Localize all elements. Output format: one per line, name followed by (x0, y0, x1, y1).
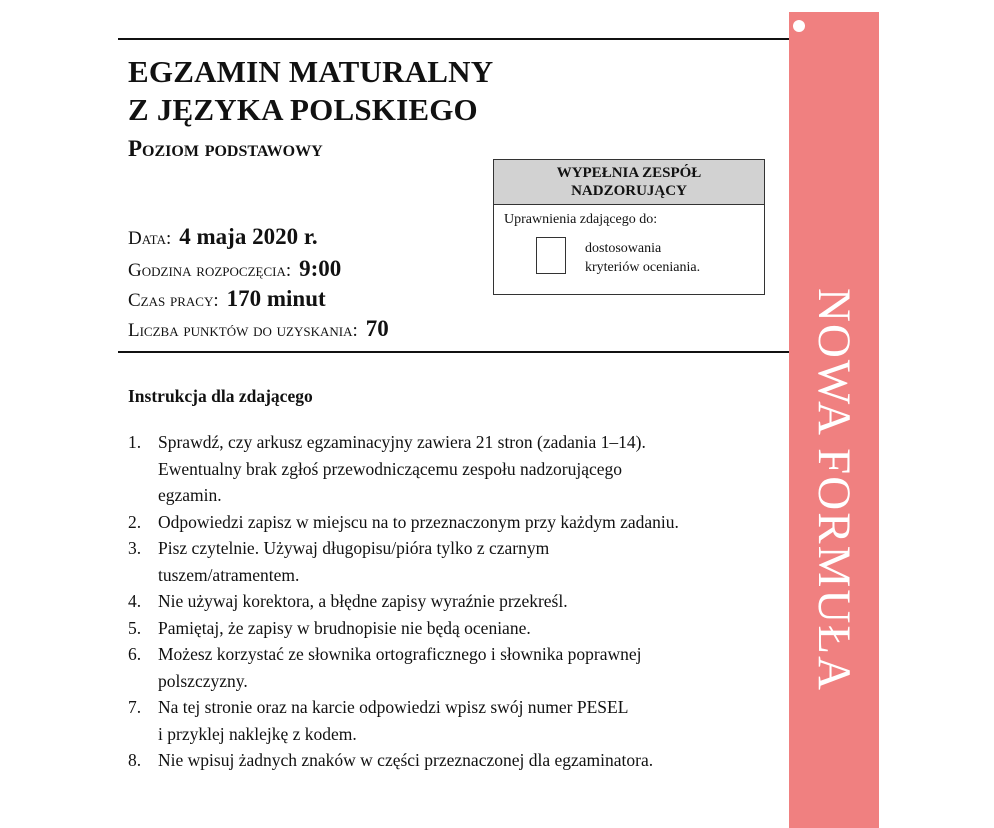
instruction-number: 2. (128, 511, 142, 532)
instruction-text: i przyklej naklejkę z kodem. (158, 723, 357, 744)
instruction-number: 5. (128, 617, 142, 638)
meta-duration: Czas pracy: 170 minut (128, 286, 326, 311)
instruction-item (128, 615, 778, 642)
exam-title-line2: Z JĘZYKA POLSKIEGO (128, 92, 478, 127)
instructions-title: Instrukcja dla zdającego (128, 386, 313, 406)
instruction-item (128, 509, 778, 536)
meta-duration-value: 170 minut (226, 286, 326, 311)
instruction-number: 8. (128, 750, 142, 770)
meta-start-time-value: 9:00 (299, 256, 342, 281)
adjustment-checkbox[interactable] (536, 237, 566, 274)
adjustment-option-label (585, 239, 700, 277)
exam-level: Poziom podstawowy (128, 136, 323, 161)
instruction-item (128, 429, 778, 509)
meta-points: Liczba punktów do uzyskania: 70 (128, 316, 389, 341)
supervisor-heading-line2: NADZORUJĄCY (571, 183, 687, 199)
instruction-number: 7. (128, 697, 142, 717)
instruction-text: polszczyzny. (158, 670, 248, 691)
instruction-number: 1. (128, 432, 142, 452)
instruction-text: egzamin. (158, 485, 222, 505)
exam-title-line1: EGZAMIN MATURALNY (128, 54, 494, 89)
instruction-number: 3. (128, 538, 142, 558)
instruction-text: Ewentualny brak zgłoś przewodniczącemu zespołu nadzorującego (158, 458, 623, 479)
instruction-number: 4. (128, 591, 142, 611)
top-rule (118, 38, 790, 40)
instruction-text: tuszem/atramentem. (158, 564, 300, 585)
instruction-item (128, 588, 778, 615)
instruction-text: Pisz czytelnie. Używaj długopisu/pióra tylko z czarnym (158, 538, 550, 558)
instruction-text: Odpowiedzi zapisz w miejscu na to przeznaczonym przy każdym zadaniu. (158, 511, 679, 532)
instruction-text: Sprawdź, czy arkusz egzaminacyjny zawiera 21 stron (zadania 1–14). (158, 432, 646, 452)
supervisor-box (493, 159, 765, 295)
instruction-text: Możesz korzystać ze słownika ortograficznego i słownika poprawnej (158, 644, 642, 664)
instruction-text: Nie wpisuj żadnych znaków w części przeznaczonej dla egzaminatora. (158, 750, 654, 770)
section-rule (118, 351, 790, 353)
meta-date-value: 4 maja 2020 r. (179, 224, 318, 249)
instruction-text: Nie używaj korektora, a błędne zapisy wyraźnie przekreśl. (158, 591, 568, 611)
adjustment-option-line1: dostosowania (585, 241, 662, 256)
instruction-item (128, 694, 778, 747)
instruction-number: 6. (128, 644, 142, 664)
instruction-item (128, 535, 778, 588)
instruction-item (128, 747, 778, 774)
meta-points-label: Liczba punktów do uzyskania (128, 320, 353, 341)
meta-start-time-label: Godzina rozpoczęcia (128, 260, 286, 281)
meta-date: Data: 4 maja 2020 r. (128, 224, 318, 249)
instruction-text: Na tej stronie oraz na karcie odpowiedzi wpisz swój numer PESEL (158, 697, 629, 717)
supervisor-box-subtitle: Uprawnienia zdającego do: (504, 212, 658, 227)
side-band-label: NOWA FORMUŁA (808, 288, 860, 692)
meta-duration-label: Czas pracy (128, 290, 214, 311)
instruction-text: Pamiętaj, że zapisy w brudnopisie nie będą oceniane. (158, 617, 531, 638)
meta-points-value: 70 (365, 316, 389, 341)
instruction-item (128, 641, 778, 694)
supervisor-box-heading (494, 160, 764, 205)
meta-date-label: Data (128, 228, 166, 249)
meta-start-time: Godzina rozpoczęcia: 9:00 (128, 256, 342, 281)
instructions-list (128, 429, 778, 774)
adjustment-option-line2: kryteriów oceniania. (585, 260, 701, 275)
punch-hole-icon (793, 20, 805, 32)
supervisor-heading-line1: WYPEŁNIA ZESPÓŁ (556, 165, 702, 181)
